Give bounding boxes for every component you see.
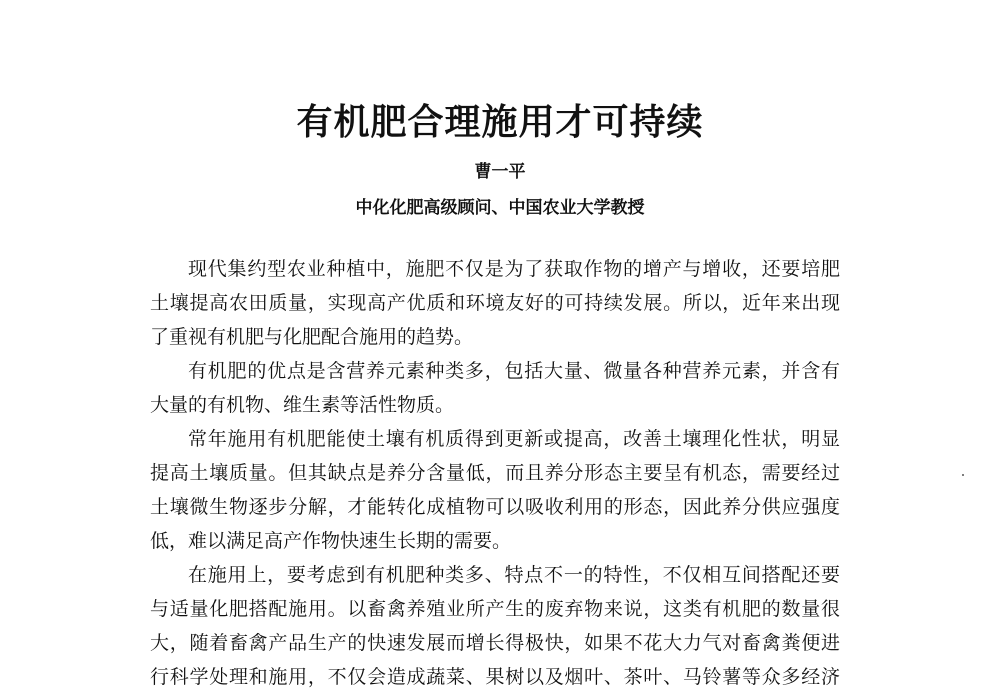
author-affiliation: 中化化肥高级顾问、中国农业大学教授 [355,198,645,218]
scan-speck [962,474,964,476]
article-title: 有机肥合理施用才可持续 [296,101,704,143]
text-line: 低，难以满足高产作物快速生长期的需要。 [150,530,512,552]
text-line: 大，随着畜禽产品生产的快速发展而增长得极快，如果不花大力气对畜禽粪便进 [150,632,840,654]
text-line: 土壤提高农田质量，实现高产优质和环境友好的可持续发展。所以，近年来出现 [150,292,840,314]
text-line: 行科学处理和施用，不仅会造成蔬菜、果树以及烟叶、茶叶、马铃薯等众多经济 [150,666,840,688]
text-line: 土壤微生物逐步分解，才能转化成植物可以吸收利用的形态，因此养分供应强度 [150,496,840,518]
text-line: 常年施用有机肥能使土壤有机质得到更新或提高，改善土壤理化性状，明显 [188,428,840,450]
author-name: 曹一平 [474,162,526,182]
text-line: 现代集约型农业种植中，施肥不仅是为了获取作物的增产与增收，还要培肥 [188,258,840,280]
text-line: 了重视有机肥与化肥配合施用的趋势。 [150,326,474,348]
text-line: 与适量化肥搭配施用。以畜禽养殖业所产生的废弃物来说，这类有机肥的数量很 [150,598,840,620]
article-body [150,252,840,694]
text-line: 大量的有机物、维生素等活性物质。 [150,394,455,416]
text-line: 有机肥的优点是含营养元素种类多，包括大量、微量各种营养元素，并含有 [188,360,840,382]
text-line: 在施用上，要考虑到有机肥种类多、特点不一的特性，不仅相互间搭配还要 [188,564,840,586]
text-line: 提高土壤质量。但其缺点是养分含量低，而且养分形态主要呈有机态，需要经过 [150,462,840,484]
